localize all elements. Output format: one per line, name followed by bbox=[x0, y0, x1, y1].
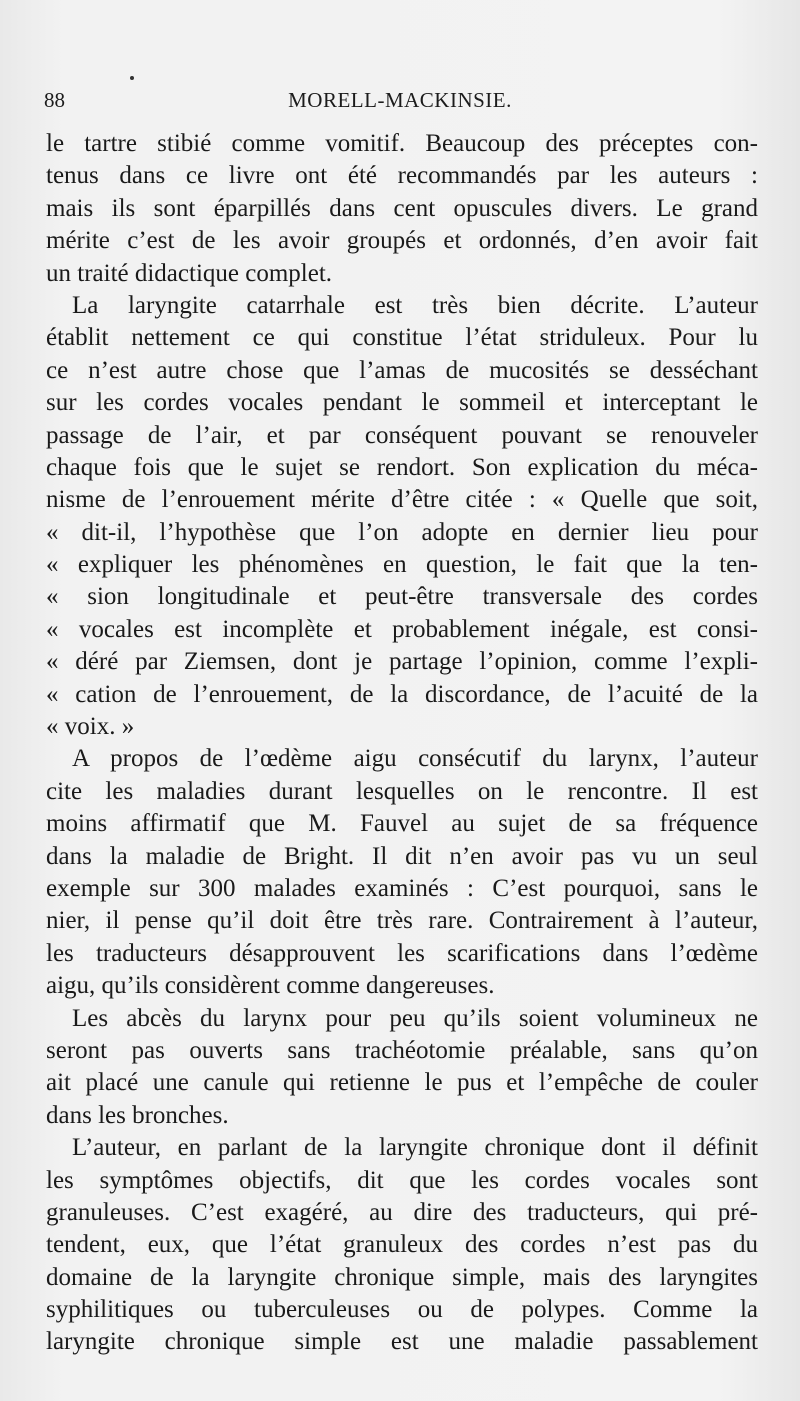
text-line: sur les cordes vocales pendant le sommeil et interceptant le bbox=[46, 389, 758, 417]
text-line: moins affirmatif que M. Fauvel au sujet de sa fréquence bbox=[46, 810, 758, 838]
text-line: les traducteurs désapprouvent les scarifications dans l’œdème bbox=[46, 939, 758, 967]
text-line: chaque fois que le sujet se rendort. Son explication du méca- bbox=[46, 453, 758, 481]
text-line: « cation de l’enrouement, de la discordance, de l’acuité de la bbox=[46, 680, 758, 708]
text-line: « expliquer les phénomènes en question, le fait que la ten- bbox=[46, 551, 758, 579]
text-line: « voix. » bbox=[46, 713, 135, 741]
text-line: mérite c’est de les avoir groupés et ordonnés, d’en avoir fait bbox=[46, 227, 758, 255]
text-line: Les abcès du larynx pour peu qu’ils soient volumineux ne bbox=[72, 1004, 758, 1032]
text-line: ce n’est autre chose que l’amas de mucosités se desséchant bbox=[46, 356, 758, 384]
text-line: aigu, qu’ils considèrent comme dangereuses. bbox=[46, 972, 495, 1000]
text-line: nier, il pense qu’il doit être très rare. Contrairement à l’auteur, bbox=[46, 907, 758, 935]
print-speck bbox=[130, 76, 134, 80]
text-line: ait placé une canule qui retienne le pus et l’empêche de couler bbox=[46, 1069, 758, 1097]
text-line: « déré par Ziemsen, dont je partage l’opinion, comme l’expli- bbox=[46, 648, 758, 676]
text-line: laryngite chronique simple est une maladie passablement bbox=[46, 1328, 758, 1356]
running-head: MORELL-MACKINSIE. bbox=[288, 88, 512, 112]
text-line: « dit-il, l’hypothèse que l’on adopte en dernier lieu pour bbox=[46, 518, 758, 546]
text-line: nisme de l’enrouement mérite d’être citée : « Quelle que soit, bbox=[46, 486, 758, 514]
text-line: « sion longitudinale et peut-être transversale des cordes bbox=[46, 583, 758, 611]
page-header bbox=[44, 88, 756, 122]
text-line: passage de l’air, et par conséquent pouvant se renouveler bbox=[46, 421, 758, 449]
text-line: un traité didactique complet. bbox=[46, 259, 333, 287]
text-line: granuleuses. C’est exagéré, au dire des traducteurs, qui pré- bbox=[46, 1198, 758, 1226]
text-line: A propos de l’œdème aigu consécutif du larynx, l’auteur bbox=[72, 745, 758, 773]
text-line: tendent, eux, que l’état granuleux des cordes n’est pas du bbox=[46, 1231, 758, 1259]
text-line: « vocales est incomplète et probablement inégale, est consi- bbox=[46, 615, 758, 643]
text-line: le tartre stibié comme vomitif. Beaucoup des préceptes con- bbox=[46, 130, 758, 157]
text-line: dans les bronches. bbox=[46, 1101, 229, 1129]
text-line: La laryngite catarrhale est très bien décrite. L’auteur bbox=[72, 291, 758, 319]
text-line: cite les maladies durant lesquelles on le rencontre. Il est bbox=[46, 777, 758, 805]
text-line: tenus dans ce livre ont été recommandés par les auteurs : bbox=[46, 162, 758, 190]
text-line: établit nettement ce qui constitue l’état striduleux. Pour lu bbox=[46, 324, 758, 352]
page-number: 88 bbox=[44, 88, 65, 112]
text-line: syphilitiques ou tuberculeuses ou de polypes. Comme la bbox=[46, 1296, 758, 1324]
body-text bbox=[46, 128, 758, 1359]
text-line: seront pas ouverts sans trachéotomie préalable, sans qu’on bbox=[46, 1036, 758, 1064]
text-line: dans la maladie de Bright. Il dit n’en avoir pas vu un seul bbox=[46, 842, 758, 870]
text-line: domaine de la laryngite chronique simple, mais des laryngites bbox=[46, 1263, 758, 1291]
text-line: mais ils sont éparpillés dans cent opuscules divers. Le grand bbox=[46, 194, 758, 222]
text-line: exemple sur 300 malades examinés : C’est pourquoi, sans le bbox=[46, 874, 758, 902]
text-line: L’auteur, en parlant de la laryngite chronique dont il définit bbox=[72, 1134, 758, 1162]
text-line: les symptômes objectifs, dit que les cordes vocales sont bbox=[46, 1166, 758, 1194]
